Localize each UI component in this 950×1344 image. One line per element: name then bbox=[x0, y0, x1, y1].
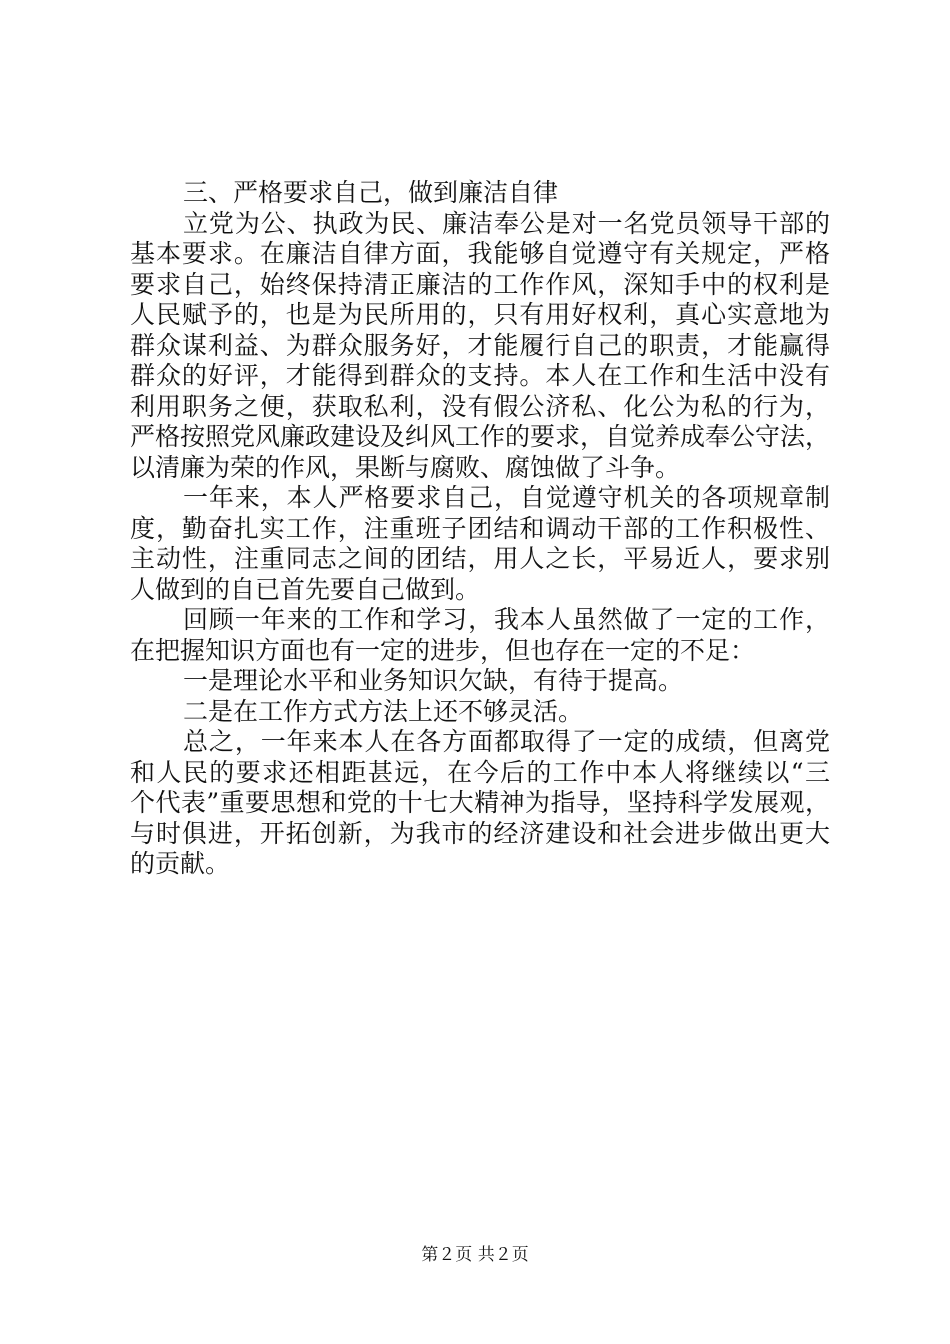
paragraph-line: 一年来，本人严格要求自己，自觉遵守机关的各项规章制 bbox=[183, 483, 830, 512]
paragraph-line: 群众的好评，才能得到群众的支持。本人在工作和生活中没有 bbox=[130, 361, 830, 390]
paragraph-line: 群众谋利益、为群众服务好，才能履行自己的职责，才能赢得 bbox=[130, 330, 830, 360]
paragraph-line: 以清廉为荣的作风，果断与腐败、腐蚀做了斗争。 bbox=[130, 452, 681, 482]
paragraph-line: 主动性，注重同志之间的团结，用人之长，平易近人，要求别 bbox=[130, 544, 830, 573]
section-heading: 三、严格要求自己，做到廉洁自律 bbox=[183, 178, 559, 207]
paragraph-line: 人民赋予的，也是为民所用的，只有用好权利，真心实意地为 bbox=[130, 300, 830, 329]
paragraph-line: 人做到的自已首先要自己做到。 bbox=[130, 574, 481, 604]
paragraph-line: 基本要求。在廉洁自律方面，我能够自觉遵守有关规定，严格 bbox=[130, 239, 830, 268]
paragraph-line: 和人民的要求还相距甚远，在今后的工作中本人将继续以“三 bbox=[130, 757, 830, 787]
list-item: 二是在工作方式方法上还不够灵活。 bbox=[183, 696, 584, 726]
paragraph-line: 与时俱进，开拓创新，为我市的经济建设和社会进步做出更大 bbox=[130, 818, 830, 848]
paragraph-line: 在把握知识方面也有一定的进步，但也存在一定的不足： bbox=[130, 635, 756, 665]
document-body bbox=[130, 178, 830, 880]
paragraph-line: 度，勤奋扎实工作，注重班子团结和调动干部的工作积极性、 bbox=[130, 513, 830, 543]
paragraph-line: 利用职务之便，获取私利，没有假公济私、化公为私的行为， bbox=[130, 391, 830, 421]
paragraph-line: 严格按照党风廉政建设及纠风工作的要求，自觉养成奉公守法， bbox=[130, 422, 830, 451]
paragraph-line: 回顾一年来的工作和学习，我本人虽然做了一定的工作， bbox=[183, 605, 830, 634]
paragraph-line: 的贡献。 bbox=[130, 849, 231, 878]
paragraph-line: 个代表”重要思想和党的十七大精神为指导，坚持科学发展观， bbox=[130, 788, 830, 817]
paragraph-line: 总之，一年来本人在各方面都取得了一定的成绩，但离党 bbox=[183, 727, 830, 756]
paragraph-line: 要求自己，始终保持清正廉洁的工作作风，深知手中的权利是 bbox=[130, 269, 830, 299]
list-item: 一是理论水平和业务知识欠缺，有待于提高。 bbox=[183, 666, 684, 695]
paragraph-line: 立党为公、执政为民、廉洁奉公是对一名党员领导干部的 bbox=[183, 208, 830, 238]
page-number-footer: 第２页 共２页 bbox=[421, 1245, 529, 1265]
